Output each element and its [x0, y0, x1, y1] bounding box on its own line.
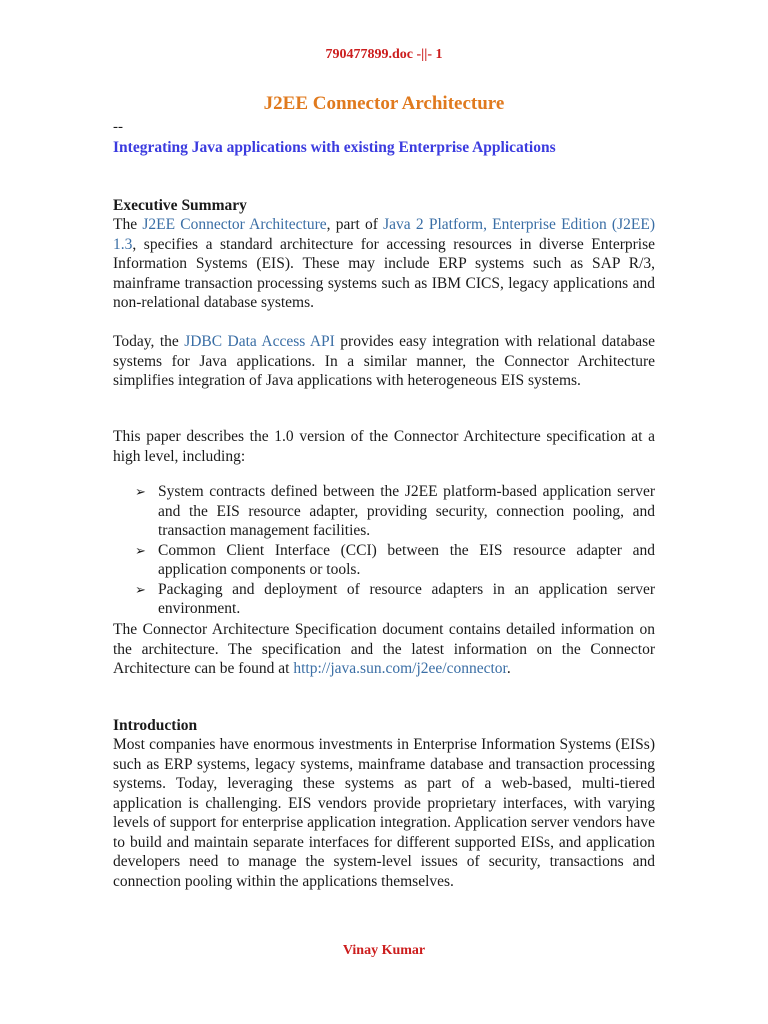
list-item — [113, 541, 655, 580]
arrow-bullet-icon: ➢ — [135, 542, 146, 558]
list-item — [113, 482, 655, 541]
summary-paragraph-3-block — [113, 427, 655, 466]
introduction-heading: Introduction — [113, 717, 198, 734]
jdbc-api-link[interactable]: JDBC Data Access API — [184, 333, 335, 350]
summary-paragraph-4-block — [113, 620, 655, 679]
summary-paragraph-4 — [113, 620, 655, 679]
list-item — [113, 580, 655, 619]
bullet-text: Common Client Interface (CCI) between the EIS resource adapter and application components or tools. — [158, 541, 655, 578]
text-run: . — [506, 660, 511, 677]
bullet-list-block — [113, 482, 655, 619]
text-run: The — [113, 216, 143, 233]
bullet-list — [113, 482, 655, 619]
executive-summary-heading: Executive Summary — [113, 197, 247, 214]
arrow-bullet-icon: ➢ — [135, 581, 146, 597]
connector-url-link[interactable]: http://java.sun.com/j2ee/connector — [293, 660, 507, 677]
text-run: The Connector Architecture Specification document contains detailed information on the architecture. The specification and the latest information on the Connector Architecture can be found at — [113, 621, 655, 677]
j2ee-platform-link[interactable]: Java 2 Platform, Enterprise Edition (J2EE) 1.3 — [113, 216, 655, 253]
summary-paragraph-3: This paper describes the 1.0 version of the Connector Architecture specification at a high level, including: — [113, 428, 655, 465]
j2ee-connector-link[interactable]: J2EE Connector Architecture — [142, 216, 327, 233]
document-subtitle: Integrating Java applications with existing Enterprise Applications — [113, 139, 556, 156]
introduction-section — [113, 717, 655, 891]
executive-summary-section — [113, 197, 655, 313]
summary-paragraph-2 — [113, 332, 655, 391]
document-title: J2EE Connector Architecture — [263, 93, 505, 114]
dash-separator: -- — [113, 119, 123, 135]
arrow-bullet-icon: ➢ — [135, 484, 146, 499]
text-run: Today, the — [113, 333, 185, 350]
page-header: 790477899.doc -||- 1 — [325, 47, 443, 62]
bullet-text: System contracts defined between the J2EE platform-based application server and the EIS resource adapter, providing security, connection pooling, and transaction management facilities. — [158, 483, 655, 539]
summary-paragraph-2-block — [113, 332, 655, 391]
text-run: provides easy integration with relational database systems for Java applications. In a similar manner, the Connector Architecture simplifies integration of Java applications with heterogeneous EIS systems. — [113, 333, 655, 389]
text-run: , part of — [326, 216, 384, 233]
summary-paragraph-1 — [113, 215, 655, 313]
introduction-paragraph: Most companies have enormous investments in Enterprise Information Systems (EISs) such as ERP systems, legacy systems, mainframe database and transaction processing systems. Today, leveraging these systems as part of a web-based, multi-tiered application is challenging. EIS vendors provide proprietary interfaces, with varying levels of support for enterprise application integration. Application server vendors have to build and maintain separate interfaces for different supported EISs, and application developers need to manage the system-level issues of security, transactions and connection pooling within the applications themselves. — [113, 736, 655, 890]
bullet-text: Packaging and deployment of resource adapters in an application server environment. — [158, 580, 655, 617]
text-run: , specifies a standard architecture for accessing resources in diverse Enterprise Information Systems (EIS). These may include ERP systems such as SAP R/3, mainframe transaction processing systems such as IBM CICS, legacy applications and non-relational database systems. — [113, 235, 655, 311]
page-footer-author: Vinay Kumar — [342, 943, 426, 958]
